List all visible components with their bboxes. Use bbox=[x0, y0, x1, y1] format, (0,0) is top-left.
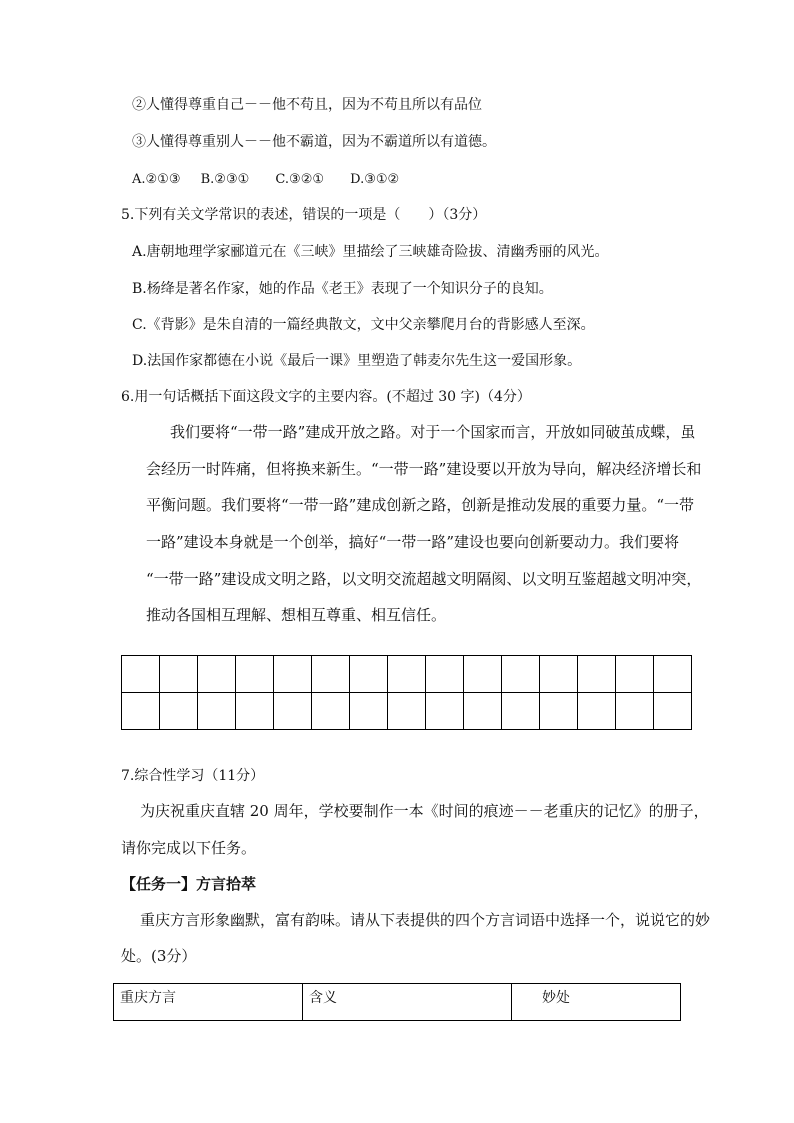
answer-cell[interactable] bbox=[426, 656, 464, 693]
answer-cell[interactable] bbox=[616, 693, 654, 730]
dialect-table bbox=[113, 983, 681, 1021]
answer-cell[interactable] bbox=[578, 656, 616, 693]
q4-option-2: ②人懂得尊重自己－－他不苟且，因为不苟且所以有品位 bbox=[132, 97, 482, 113]
q5-option-b: B.杨绛是著名作家，她的作品《老王》表现了一个知识分子的良知。 bbox=[132, 281, 553, 297]
answer-cell[interactable] bbox=[350, 693, 388, 730]
answer-cell[interactable] bbox=[274, 693, 312, 730]
answer-grid-row bbox=[122, 656, 692, 693]
answer-cell[interactable] bbox=[198, 656, 236, 693]
q4-choices bbox=[132, 171, 399, 189]
answer-cell[interactable] bbox=[312, 656, 350, 693]
answer-cell[interactable] bbox=[578, 693, 616, 730]
q6-passage-line: 推动各国相互理解、想相互尊重、相互信任。 bbox=[146, 606, 447, 624]
task1-title: 【任务一】方言拾萃 bbox=[121, 875, 257, 893]
answer-cell[interactable] bbox=[274, 656, 312, 693]
dialect-header-meaning: 含义 bbox=[303, 984, 512, 1021]
answer-cell[interactable] bbox=[122, 693, 160, 730]
answer-cell[interactable] bbox=[160, 656, 198, 693]
answer-cell[interactable] bbox=[464, 693, 502, 730]
q4-choice-b: B.②③① bbox=[200, 172, 250, 187]
answer-cell[interactable] bbox=[236, 656, 274, 693]
answer-cell[interactable] bbox=[388, 656, 426, 693]
answer-cell[interactable] bbox=[540, 656, 578, 693]
q6-passage-line: 一路”建设本身就是一个创举，搞好“一带一路”建设也要向创新要动力。我们要将 bbox=[146, 533, 680, 551]
answer-cell[interactable] bbox=[654, 656, 692, 693]
answer-cell[interactable] bbox=[426, 693, 464, 730]
answer-grid bbox=[121, 655, 692, 730]
q5-option-c: C.《背影》是朱自清的一篇经典散文，文中父亲攀爬月台的背影感人至深。 bbox=[132, 317, 595, 333]
dialect-header-dialect: 重庆方言 bbox=[114, 984, 303, 1021]
answer-cell[interactable] bbox=[388, 693, 426, 730]
answer-cell[interactable] bbox=[502, 656, 540, 693]
dialect-table-header bbox=[114, 984, 681, 1021]
answer-cell[interactable] bbox=[350, 656, 388, 693]
q6-passage-line: 平衡问题。我们要将“一带一路”建成创新之路，创新是推动发展的重要力量。“一带 bbox=[146, 496, 695, 514]
answer-cell[interactable] bbox=[160, 693, 198, 730]
answer-cell[interactable] bbox=[236, 693, 274, 730]
q7-question: 7.综合性学习（11分） bbox=[121, 768, 265, 784]
q7-intro-line: 请你完成以下任务。 bbox=[121, 839, 257, 857]
q5-option-d: D.法国作家都德在小说《最后一课》里塑造了韩麦尔先生这一爱国形象。 bbox=[132, 353, 582, 369]
task1-desc-line: 处。(3分） bbox=[121, 947, 197, 965]
answer-cell[interactable] bbox=[654, 693, 692, 730]
q4-option-3: ③人懂得尊重别人－－他不霸道，因为不霸道所以有道德。 bbox=[132, 134, 496, 150]
answer-grid-row bbox=[122, 693, 692, 730]
answer-cell[interactable] bbox=[502, 693, 540, 730]
answer-cell[interactable] bbox=[198, 693, 236, 730]
dialect-header-merit: 妙处 bbox=[512, 984, 681, 1021]
q5-option-a: A.唐朝地理学家郦道元在《三峡》里描绘了三峡雄奇险拔、清幽秀丽的风光。 bbox=[132, 244, 609, 260]
answer-cell[interactable] bbox=[540, 693, 578, 730]
q7-intro-line: 为庆祝重庆直辖 20 周年，学校要制作一本《时间的痕迹－－老重庆的记忆》的册子， bbox=[140, 802, 709, 820]
answer-cell[interactable] bbox=[616, 656, 654, 693]
q4-choice-d: D.③①② bbox=[350, 172, 400, 187]
q5-question: 5.下列有关文学常识的表述，错误的一项是（ ）（3分） bbox=[121, 207, 487, 223]
q4-choice-c: C.③②① bbox=[275, 172, 325, 187]
q6-passage-line: “一带一路”建设成文明之路，以文明交流超越文明隔阂、以文明互鉴超越文明冲突， bbox=[146, 570, 702, 588]
answer-cell[interactable] bbox=[312, 693, 350, 730]
q6-passage-line: 会经历一时阵痛，但将换来新生。“一带一路”建设要以开放为导向，解决经济增长和 bbox=[146, 460, 702, 478]
answer-cell[interactable] bbox=[464, 656, 502, 693]
q6-question: 6.用一句话概括下面这段文字的主要内容。(不超过 30 字)（4分） bbox=[121, 389, 531, 405]
task1-desc-line: 重庆方言形象幽默，富有韵味。请从下表提供的四个方言词语中选择一个，说说它的妙 bbox=[140, 911, 711, 929]
answer-cell[interactable] bbox=[122, 656, 160, 693]
q4-choice-a: A.②①③ bbox=[132, 172, 181, 187]
q6-passage-line: 我们要将“一带一路”建成开放之路。对于一个国家而言，开放如同破茧成蝶，虽 bbox=[170, 423, 696, 441]
